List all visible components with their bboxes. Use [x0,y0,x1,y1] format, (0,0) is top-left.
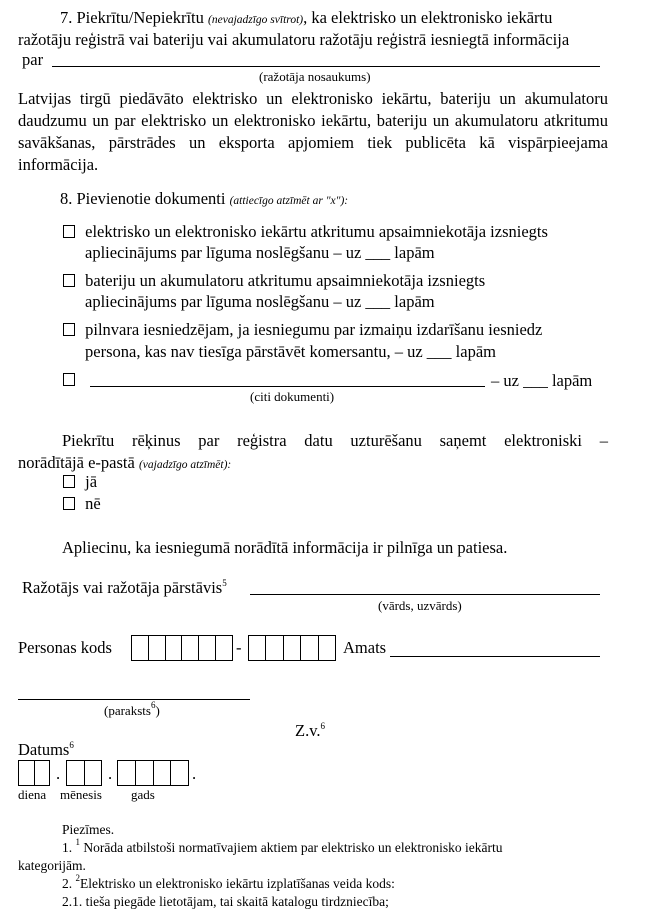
personal-code-label: Personas kods [18,638,112,657]
section-8-hint: (attiecīgo atzīmēt ar "x"): [229,195,349,207]
note-1-line-2: kategorijām. [18,858,86,873]
note-2 [62,873,395,892]
signature-caption-text: (paraksts [104,703,151,718]
attachment-item-3-line-2: persona, kas nav tiesīga pārstāvēt komersantu, – uz ___ lapām [85,342,497,361]
date-day-caption: diena [18,787,47,802]
attachment-item-other [63,370,75,390]
seal-place [295,721,325,741]
signature-caption-close: ) [155,703,160,718]
note-1-sup: 1 [75,837,80,847]
attachment-item-1-line-1: elektrisko un elektronisko iekārtu atkritumu apsaimniekotāja izsniegts [85,222,548,241]
email-consent-text: Piekrītu rēķinus par reģistra datu uzturēšanu saņemt elektroniski – [62,431,608,450]
email-consent-line-2 [18,453,231,473]
section-8-heading: Pievienotie dokumenti [76,189,226,208]
note-2-prefix: 2. [62,876,73,891]
signatory-label [22,578,227,598]
date-label-text: Datums [18,740,70,759]
email-consent-line-1 [62,431,608,451]
date-label [18,740,74,760]
attachment-item [63,222,548,242]
attachment-checkbox-2[interactable] [63,274,75,287]
signatory-name-caption: (vārds, uzvārds) [378,598,462,613]
note-2-text: Elektrisko un elektronisko iekārtu izplatīšanas veida kods: [80,876,395,891]
note-2-1: 2.1. tieša piegāde lietotājam, tai skaitā katalogu tirdzniecība; [62,894,389,909]
attachment-item-1-line-2: apliecinājums par līguma noslēgšanu – uz ___ lapām [85,243,435,262]
position-label: Amats [343,638,387,657]
manufacturer-name-field[interactable] [52,66,600,67]
attachment-item [63,271,485,291]
date-day-field[interactable] [18,760,50,786]
seal-text: Z.v. [295,721,321,740]
attachment-checkbox-3[interactable] [63,323,75,336]
section-7-number: 7. [60,8,73,27]
attachment-checkbox-other[interactable] [63,373,75,386]
attachment-item-2-line-1: bateriju un akumulatoru atkritumu apsaimniekotāja izsniegts [85,271,486,290]
section-7-heading: Piekrītu/Nepiekrītu [76,8,204,27]
section-7-hint: (nevajadzīgo svītrot) [208,14,304,26]
email-no-checkbox[interactable] [63,497,75,510]
note-1-prefix: 1. [62,840,73,855]
email-option-no [63,494,101,514]
position-field[interactable] [390,656,600,657]
certification-text: Apliecinu, ka iesniegumā norādītā informācija ir pilnīga un patiesa. [62,538,508,557]
date-month-caption: mēnesis [60,787,102,802]
personal-code-dash: - [236,638,242,657]
note-1-text: Norāda atbilstoši normatīvajiem aktiem par elektrisko un elektronisko iekārtu [83,840,503,855]
signatory-name-field[interactable] [250,594,600,595]
date-year-caption: gads [131,787,155,802]
section-7-par: par [22,50,44,69]
date-dot: . [192,764,197,783]
note-2-sup: 2 [75,873,80,883]
attachment-item-3-line-1: pilnvara iesniedzējam, ja iesniegumu par izmaiņu izdarīšanu iesniedz [85,320,543,339]
section-8-number: 8. [60,189,73,208]
attachment-item-2-line-2: apliecinājums par līguma noslēgšanu – uz ___ lapām [85,292,435,311]
date-month-field[interactable] [66,760,102,786]
email-option-yes [63,472,97,492]
section-7-paragraph: Latvijas tirgū piedāvāto elektrisko un elektronisko iekārtu, bateriju un akumulatoru daudzumu un par elektrisko un elektronisko iekārtu, bateriju un akumulatoru atkritumu savākšanas, pārstrādes un eksporta apjomiem tiek publicēta kā vispārpieejama informācija. [18,89,608,174]
manufacturer-name-caption: (ražotāja nosaukums) [259,69,371,84]
signature-caption [104,700,160,719]
attachment-checkbox-1[interactable] [63,225,75,238]
signature-field[interactable] [18,699,250,700]
footnote-ref-6: 6 [320,721,326,731]
footnote-ref-6: 6 [69,740,74,750]
email-yes-label: jā [85,472,98,491]
date-year-field[interactable] [117,760,189,786]
email-yes-checkbox[interactable] [63,475,75,488]
personal-code-part-1[interactable] [131,635,233,661]
section-7-line-2: ražotāju reģistrā vai bateriju vai akumulatoru ražotāju reģistrā iesniegtā informācija [18,30,570,49]
email-no-label: nē [85,494,101,513]
attachment-item [63,320,542,340]
personal-code-part-2[interactable] [248,635,336,661]
footnote-ref-6: 6 [150,700,156,710]
section-7-line-1 [60,8,552,28]
notes-title: Piezīmes. [62,822,115,837]
date-dot: . [56,764,61,783]
section-8-heading-line [60,189,348,209]
other-documents-field[interactable] [90,386,485,387]
date-dot: . [108,764,113,783]
footnote-ref-5: 5 [222,578,227,588]
section-7-text: , ka elektrisko un elektronisko iekārtu [303,8,553,27]
other-documents-caption: (citi dokumenti) [250,389,335,404]
email-consent-hint: (vajadzīgo atzīmēt): [138,459,232,471]
other-documents-pages: – uz ___ lapām [491,371,593,390]
email-consent-text-2: norādītājā e-pastā [18,453,135,472]
note-1-line-1 [62,837,607,856]
signatory-label-text: Ražotājs vai ražotāja pārstāvis [22,578,223,597]
